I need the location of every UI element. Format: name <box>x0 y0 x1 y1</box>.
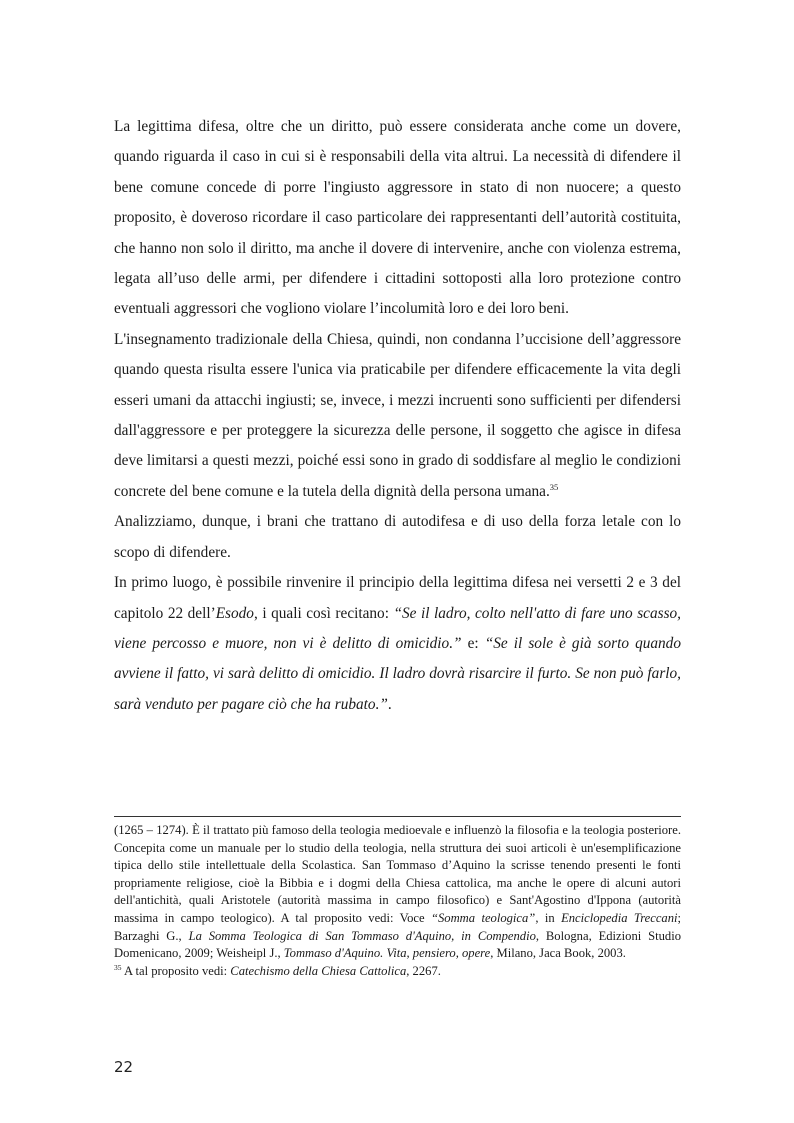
footnote-separator <box>114 816 681 817</box>
paragraph-4: In primo luogo, è possibile rinvenire il principio della legittima difesa nei versetti 2 e 3 del capitolo 22 dell’Esodo, i quali così recitano: “Se il ladro, colto nell'atto di fare uno scasso, viene percosso e muore, non vi è delitto di omicidio.” e: “Se il sole è già sorto quando avviene il fatto, vi sarà delitto di omicidio. Il ladro dovrà risarcire il furto. Se non può farlo, sarà venduto per pagare ciò che ha rubato.”. <box>114 574 681 713</box>
quote-1: “Se il ladro, colto nell'atto di fare uno scasso, viene percosso e muore, non vi è delitto di omicidio.” <box>114 604 681 652</box>
paragraph-1: La legittima difesa, oltre che un diritto, può essere considerata anche come un dovere, quando riguarda il caso in cui si è responsabili della vita altrui. La necessità di difendere il bene comune concede di porre l'ingiusto aggressore in stato di non nuocere; a questo proposito, è doveroso ricordare il caso particolare dei rappresentanti dell’autorità costituita, che hanno non solo il diritto, ma anche il dovere di intervenire, anche con violenza estrema, legata all’uso delle armi, per difendere i cittadini sottoposti alla loro protezione contro eventuali aggressori che vogliono violare l’incolumità loro e dei loro beni. <box>114 118 681 318</box>
footnote-34-continued: (1265 – 1274). È il trattato più famoso della teologia medioevale e influenzò la filosofia e la teologia posteriore. Concepita come un manuale per lo studio della teologia, nella struttura dei suoi articoli è un'esemplificazione tipica dello stile intellettuale della Scolastica. San Tommaso d’Aquino la scrisse tenendo presenti le fonti propriamente religiose, cioè la Bibbia e i dogmi della Chiesa cattolica, ma anche le opere di alcuni autori dell'antichità, quali Aristotele (autorità massima in campo filosofico) e Sant'Agostino d'Ippona (autorità massima in campo teologico). A tal proposito vedi: Voce “Somma teologica”, in Enciclopedia Treccani; Barzaghi G., La Somma Teologica di San Tommaso d'Aquino, in Compendio, Bologna, Edizioni Studio Domenicano, 2009; Weisheipl J., Tommaso d'Aquino. Vita, pensiero, opere, Milano, Jaca Book, 2003. <box>114 823 682 961</box>
book-title-esodo: Esodo <box>215 604 254 622</box>
footnote-35: $^{35}$ A tal proposito vedi: Catechismo della Chiesa Cattolica, 2267. <box>114 962 441 978</box>
paragraph-2: L'insegnamento tradizionale della Chiesa, quindi, non condanna l’uccisione dell’aggressore quando questa risulta essere l'unica via praticabile per difendere efficacemente la vita degli esseri umani da attacchi ingiusti; se, invece, i mezzi incruenti sono sufficienti per difendersi dall'aggressore e per proteggere la sicurezza delle persone, il soggetto che agisce in difesa deve limitarsi a questi mezzi, poiché essi sono in grado di soddisfare al meglio le condizioni concrete del bene comune e la tutela della dignità della persona umana.$^{35}$ <box>114 330 681 500</box>
paragraph-3: Analizziamo, dunque, i brani che trattano di autodifesa e di uso della forza letale con lo scopo di difendere. <box>114 513 681 561</box>
footnotes <box>114 822 681 980</box>
footnote-ref-35[interactable]: 35 <box>549 481 559 492</box>
quote-2: “Se il sole è già sorto quando avviene il fatto, vi sarà delitto di omicidio. Il ladro dovrà risarcire il furto. Se non può farlo, sarà venduto per pagare ciò che ha rubato.” <box>114 634 681 713</box>
page-number: 22 <box>114 1058 134 1076</box>
footnote-number-35: 35 <box>114 962 122 972</box>
main-text <box>114 112 681 720</box>
